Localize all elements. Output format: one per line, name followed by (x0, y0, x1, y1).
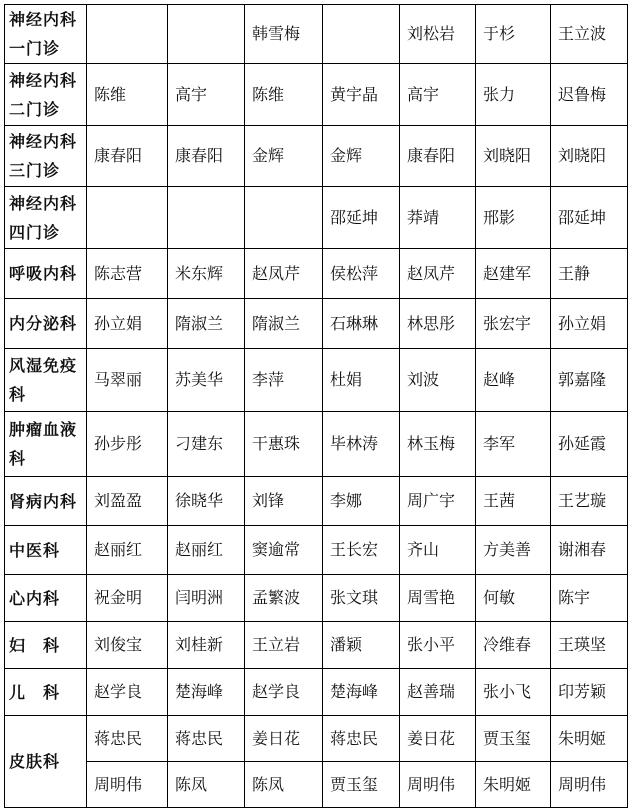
doctor-cell: 李军 (476, 412, 551, 477)
doctor-cell: 石琳琳 (323, 299, 400, 349)
doctor-cell: 林玉梅 (400, 412, 476, 477)
table-row (5, 669, 628, 716)
doctor-cell: 闫明洲 (168, 575, 245, 622)
department-cell: 内分泌科 (5, 299, 87, 349)
doctor-cell: 隋淑兰 (245, 299, 323, 349)
doctor-cell: 赵善瑞 (400, 669, 476, 716)
doctor-cell: 孟繁波 (245, 575, 323, 622)
department-cell: 呼吸内科 (5, 249, 87, 299)
doctor-cell: 周明伟 (400, 762, 476, 808)
doctor-cell (87, 5, 168, 64)
doctor-cell: 高宇 (400, 64, 476, 126)
table-row (5, 412, 628, 477)
doctor-cell: 齐山 (400, 526, 476, 575)
doctor-cell: 邢影 (476, 187, 551, 249)
doctor-cell: 米东辉 (168, 249, 245, 299)
doctor-cell: 赵学良 (245, 669, 323, 716)
department-cell: 神经内科四门诊 (5, 187, 87, 249)
roster-body (5, 5, 628, 808)
doctor-cell: 赵丽红 (168, 526, 245, 575)
doctor-cell: 隋淑兰 (168, 299, 245, 349)
table-row (5, 349, 628, 412)
table-row (5, 526, 628, 575)
department-cell: 皮肤科 (5, 716, 87, 808)
doctor-cell: 蒋忠民 (323, 716, 400, 762)
department-cell: 儿 科 (5, 669, 87, 716)
doctor-cell: 刘晓阳 (551, 126, 628, 187)
doctor-cell: 王静 (551, 249, 628, 299)
doctor-cell: 冷维春 (476, 622, 551, 669)
doctor-cell: 赵凤芹 (400, 249, 476, 299)
doctor-cell: 陈凤 (245, 762, 323, 808)
doctor-cell: 姜日花 (245, 716, 323, 762)
table-row (5, 187, 628, 249)
doctor-cell: 朱明姬 (551, 716, 628, 762)
department-cell: 妇 科 (5, 622, 87, 669)
doctor-cell: 陈维 (87, 64, 168, 126)
doctor-cell: 王茜 (476, 477, 551, 526)
doctor-cell: 孙立娟 (87, 299, 168, 349)
doctor-cell: 张文琪 (323, 575, 400, 622)
table-row (5, 299, 628, 349)
doctor-cell: 刘俊宝 (87, 622, 168, 669)
doctor-cell: 邵延坤 (551, 187, 628, 249)
doctor-cell (168, 187, 245, 249)
doctor-cell: 楚海峰 (168, 669, 245, 716)
duty-roster-table (4, 4, 628, 808)
doctor-cell: 李娜 (323, 477, 400, 526)
doctor-cell: 黄宇晶 (323, 64, 400, 126)
department-cell: 风湿免疫科 (5, 349, 87, 412)
doctor-cell: 李萍 (245, 349, 323, 412)
doctor-cell: 徐晓华 (168, 477, 245, 526)
department-cell: 神经内科一门诊 (5, 5, 87, 64)
doctor-cell: 王长宏 (323, 526, 400, 575)
doctor-cell: 方美善 (476, 526, 551, 575)
doctor-cell: 陈维 (245, 64, 323, 126)
doctor-cell: 干惠珠 (245, 412, 323, 477)
doctor-cell: 蒋忠民 (87, 716, 168, 762)
doctor-cell: 赵建军 (476, 249, 551, 299)
doctor-cell: 潘颖 (323, 622, 400, 669)
table-row (5, 64, 628, 126)
doctor-cell: 郭嘉隆 (551, 349, 628, 412)
department-cell: 中医科 (5, 526, 87, 575)
doctor-cell: 刘桂新 (168, 622, 245, 669)
doctor-cell: 姜日花 (400, 716, 476, 762)
doctor-cell: 孙步彤 (87, 412, 168, 477)
table-row (5, 249, 628, 299)
doctor-cell: 张小飞 (476, 669, 551, 716)
doctor-cell: 苏美华 (168, 349, 245, 412)
doctor-cell: 周明伟 (551, 762, 628, 808)
doctor-cell (168, 5, 245, 64)
doctor-cell: 邵延坤 (323, 187, 400, 249)
department-cell: 神经内科三门诊 (5, 126, 87, 187)
table-row (5, 575, 628, 622)
doctor-cell: 孙延霞 (551, 412, 628, 477)
doctor-cell: 朱明姬 (476, 762, 551, 808)
table-row (5, 5, 628, 64)
doctor-cell: 康春阳 (87, 126, 168, 187)
doctor-cell: 马翠丽 (87, 349, 168, 412)
department-cell: 神经内科二门诊 (5, 64, 87, 126)
doctor-cell: 孙立娟 (551, 299, 628, 349)
doctor-cell: 刘晓阳 (476, 126, 551, 187)
doctor-cell: 于杉 (476, 5, 551, 64)
doctor-cell: 张力 (476, 64, 551, 126)
doctor-cell: 周广宇 (400, 477, 476, 526)
doctor-cell: 陈志营 (87, 249, 168, 299)
doctor-cell: 毕林涛 (323, 412, 400, 477)
table-row (5, 477, 628, 526)
doctor-cell: 蒋忠民 (168, 716, 245, 762)
doctor-cell: 杜娟 (323, 349, 400, 412)
doctor-cell: 迟鲁梅 (551, 64, 628, 126)
doctor-cell: 金辉 (323, 126, 400, 187)
doctor-cell: 贾玉玺 (476, 716, 551, 762)
table-row (5, 716, 628, 762)
department-cell: 心内科 (5, 575, 87, 622)
doctor-cell: 周明伟 (87, 762, 168, 808)
doctor-cell: 印芳颖 (551, 669, 628, 716)
doctor-cell: 何敏 (476, 575, 551, 622)
doctor-cell: 侯松萍 (323, 249, 400, 299)
doctor-cell: 贾玉玺 (323, 762, 400, 808)
table-row (5, 622, 628, 669)
doctor-cell: 王立岩 (245, 622, 323, 669)
table-row (5, 126, 628, 187)
doctor-cell: 康春阳 (400, 126, 476, 187)
doctor-cell: 赵凤芹 (245, 249, 323, 299)
department-cell: 肿瘤血液科 (5, 412, 87, 477)
doctor-cell: 王艺璇 (551, 477, 628, 526)
doctor-cell: 赵学良 (87, 669, 168, 716)
doctor-cell: 刘波 (400, 349, 476, 412)
doctor-cell: 张宏宇 (476, 299, 551, 349)
doctor-cell: 金辉 (245, 126, 323, 187)
doctor-cell: 韩雪梅 (245, 5, 323, 64)
doctor-cell (323, 5, 400, 64)
doctor-cell: 陈宇 (551, 575, 628, 622)
doctor-cell: 康春阳 (168, 126, 245, 187)
doctor-cell: 刘松岩 (400, 5, 476, 64)
doctor-cell: 张小平 (400, 622, 476, 669)
doctor-cell: 刘锋 (245, 477, 323, 526)
doctor-cell (245, 187, 323, 249)
doctor-cell: 窦逾常 (245, 526, 323, 575)
doctor-cell: 莽靖 (400, 187, 476, 249)
doctor-cell: 赵丽红 (87, 526, 168, 575)
doctor-cell: 高宇 (168, 64, 245, 126)
doctor-cell: 赵峰 (476, 349, 551, 412)
doctor-cell: 刁建东 (168, 412, 245, 477)
table-row (5, 762, 628, 808)
doctor-cell: 刘盈盈 (87, 477, 168, 526)
doctor-cell: 楚海峰 (323, 669, 400, 716)
doctor-cell: 林思彤 (400, 299, 476, 349)
doctor-cell: 周雪艳 (400, 575, 476, 622)
doctor-cell: 王瑛坚 (551, 622, 628, 669)
doctor-cell: 祝金明 (87, 575, 168, 622)
doctor-cell: 王立波 (551, 5, 628, 64)
doctor-cell (87, 187, 168, 249)
doctor-cell: 陈凤 (168, 762, 245, 808)
department-cell: 肾病内科 (5, 477, 87, 526)
doctor-cell: 谢湘春 (551, 526, 628, 575)
